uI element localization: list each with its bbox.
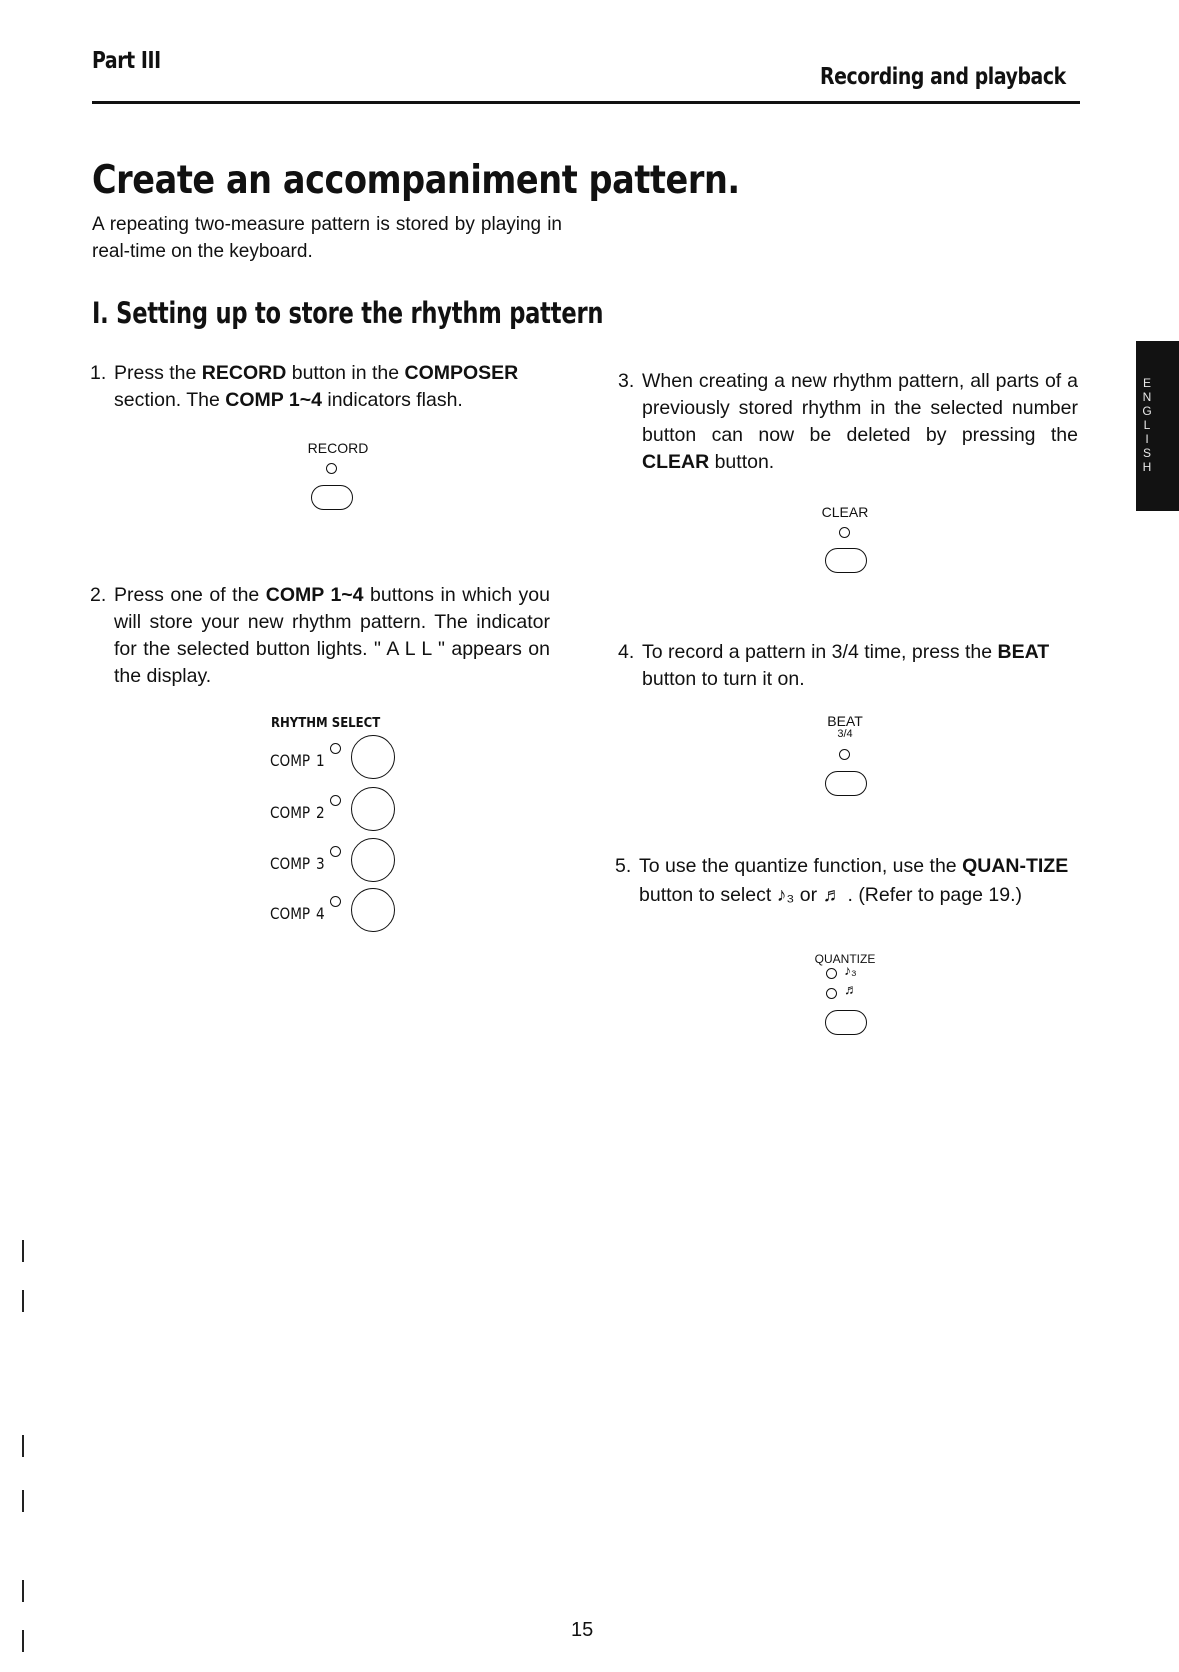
comp-label: COMP bbox=[270, 751, 311, 770]
step-number: 3. bbox=[618, 370, 635, 392]
triplet-note-icon: ♪₃ bbox=[844, 962, 857, 978]
comp-3-button[interactable] bbox=[351, 838, 395, 882]
quantize-indicator-1 bbox=[826, 968, 837, 979]
tab-letter: S bbox=[1142, 446, 1151, 460]
tab-letter: E bbox=[1142, 376, 1151, 390]
comp-label: COMP bbox=[270, 803, 311, 822]
margin-mark bbox=[22, 1290, 24, 1312]
step-4 bbox=[618, 639, 1078, 693]
rhythm-select-title: RHYTHM SELECT bbox=[271, 716, 381, 731]
page-title: Create an accompaniment pattern. bbox=[92, 158, 740, 203]
step-3 bbox=[618, 368, 1078, 476]
step-text: When creating a new rhythm pattern, all parts of a previously stored rhythm in the selected number button can now be deleted by pressing the CLEAR button. bbox=[642, 370, 1078, 473]
comp-number: 2 bbox=[316, 803, 325, 822]
clear-button[interactable] bbox=[825, 548, 867, 573]
clear-indicator bbox=[839, 527, 850, 538]
comp-2-button[interactable] bbox=[351, 787, 395, 831]
beat-button[interactable] bbox=[825, 771, 867, 796]
comp-3-group bbox=[270, 838, 410, 884]
beat-label: BEAT bbox=[827, 713, 863, 729]
step-2 bbox=[90, 582, 550, 690]
record-label: RECORD bbox=[307, 440, 369, 456]
record-indicator bbox=[326, 463, 337, 474]
tab-letter: L bbox=[1143, 418, 1151, 432]
beat-indicator bbox=[839, 749, 850, 760]
margin-mark bbox=[22, 1580, 24, 1602]
step-text: Press one of the COMP 1~4 buttons in which you will store your new rhythm pattern. The indicator for the selected button lights. " A L L " appears on the display. bbox=[114, 584, 551, 687]
tab-letter: I bbox=[1145, 432, 1149, 446]
comp-4-button[interactable] bbox=[351, 888, 395, 932]
intro-paragraph: A repeating two-measure pattern is stored by playing in real-time on the keyboard. bbox=[92, 214, 562, 262]
header-divider bbox=[92, 101, 1080, 104]
step-5 bbox=[615, 852, 1078, 910]
header-part: Part III bbox=[92, 48, 161, 74]
page-number: 15 bbox=[571, 1619, 594, 1641]
beat-sublabel: 3/4 bbox=[837, 728, 853, 740]
comp-1-button[interactable] bbox=[351, 735, 395, 779]
step-1 bbox=[90, 360, 550, 414]
comp-number: 4 bbox=[316, 904, 325, 923]
step-number: 2. bbox=[90, 584, 107, 606]
margin-mark bbox=[22, 1630, 24, 1652]
comp-label: COMP bbox=[270, 854, 311, 873]
quantize-label: QUANTIZE bbox=[814, 952, 876, 966]
step-text: Press the RECORD button in the COMPOSER section. The COMP 1~4 indicators flash. bbox=[114, 362, 519, 411]
comp-4-indicator bbox=[330, 896, 341, 907]
margin-mark bbox=[22, 1435, 24, 1457]
margin-mark bbox=[22, 1240, 24, 1262]
step-number: 5. bbox=[615, 855, 632, 877]
step-number: 4. bbox=[618, 641, 635, 663]
comp-3-indicator bbox=[330, 846, 341, 857]
comp-2-group bbox=[270, 787, 410, 833]
margin-mark bbox=[22, 1490, 24, 1512]
tab-letter: N bbox=[1142, 390, 1152, 404]
tab-letter: H bbox=[1142, 460, 1152, 474]
triplet-note-icon: ♪₃ bbox=[776, 884, 795, 906]
comp-number: 1 bbox=[316, 751, 325, 770]
quantize-button[interactable] bbox=[825, 1010, 867, 1035]
sixteenth-note-icon: ♬ bbox=[844, 981, 858, 997]
record-button[interactable] bbox=[311, 485, 353, 510]
comp-number: 3 bbox=[316, 854, 325, 873]
comp-1-indicator bbox=[330, 743, 341, 754]
step-number: 1. bbox=[90, 362, 107, 384]
sixteenth-note-icon: ♬ bbox=[822, 884, 843, 906]
comp-1-group bbox=[270, 735, 410, 781]
comp-2-indicator bbox=[330, 795, 341, 806]
quantize-indicator-2 bbox=[826, 988, 837, 999]
tab-letter: G bbox=[1142, 404, 1152, 418]
language-tab bbox=[1136, 341, 1179, 511]
section-heading: I. Setting up to store the rhythm pattern bbox=[92, 296, 604, 330]
comp-4-group bbox=[270, 888, 410, 934]
step-text: To record a pattern in 3/4 time, press the BEAT button to turn it on. bbox=[642, 641, 1050, 690]
step-text: To use the quantize function, use the QUAN-TIZE button to select ♪₃ or ♬ . (Refer to page 19.) bbox=[639, 855, 1069, 906]
comp-label: COMP bbox=[270, 904, 311, 923]
clear-label: CLEAR bbox=[821, 504, 869, 520]
header-chapter: Recording and playback bbox=[820, 64, 1066, 90]
